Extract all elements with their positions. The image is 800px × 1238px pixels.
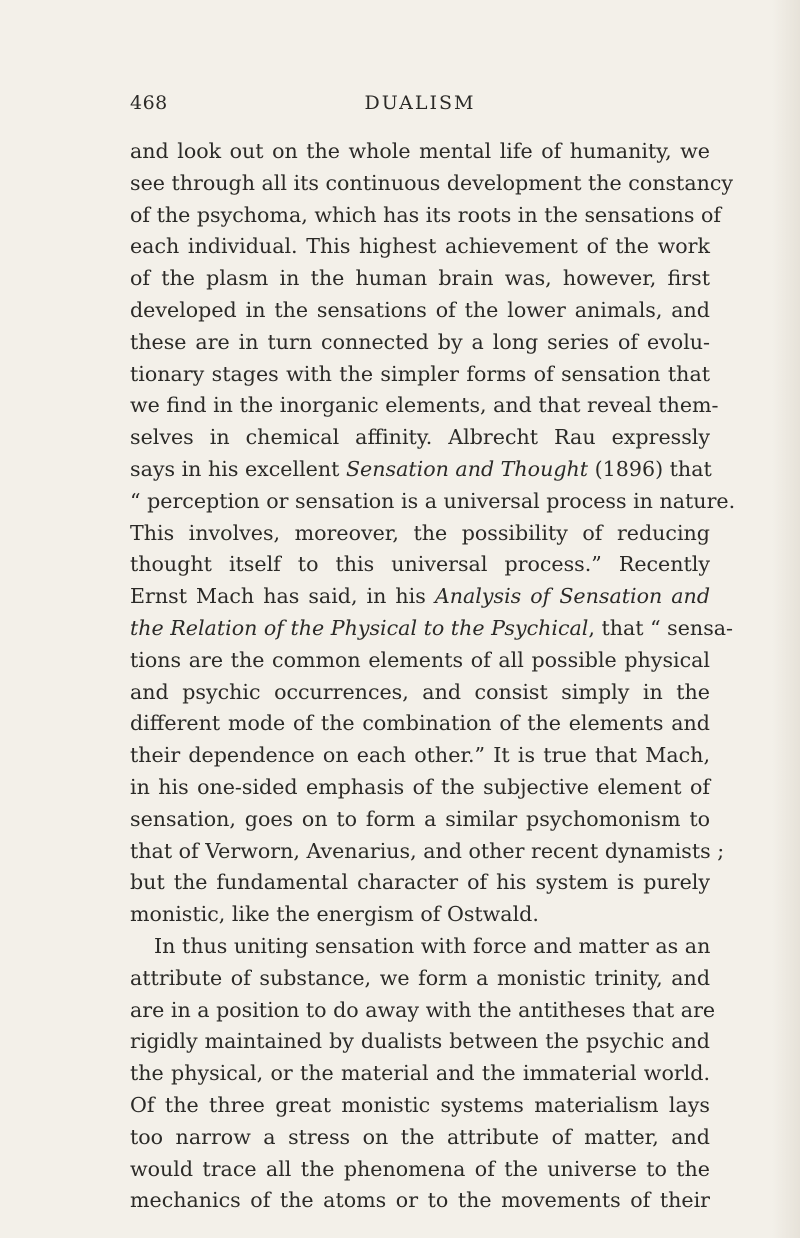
text-line — [130, 1026, 710, 1058]
text-line — [130, 295, 710, 327]
text-line — [130, 327, 710, 359]
italic-title: Analysis of Sensation and — [434, 584, 710, 609]
text-line — [130, 486, 736, 518]
text-line — [130, 422, 710, 454]
text-run: and psychic occurrences, and consist simply in the — [130, 679, 710, 704]
text-run: and look out on the whole mental life of humanity, we — [130, 139, 710, 163]
text-line — [130, 136, 710, 168]
text-run: tions are the common elements of all possible physical — [130, 647, 710, 672]
text-run: sensation, goes on to form a similar psychomonism to — [130, 806, 710, 831]
text-line — [130, 359, 710, 391]
text-line — [130, 677, 710, 709]
text-line — [130, 836, 725, 868]
text-run: we find in the inorganic elements, and that reveal them- — [130, 393, 719, 418]
text-run: In thus uniting sensation with force and matter as an — [154, 933, 711, 958]
text-run: would trace all the phenomena of the universe to the — [130, 1156, 710, 1181]
text-run: the physical, or the material and the immaterial world. — [130, 1061, 710, 1086]
text-line — [130, 168, 734, 200]
text-run: Of the three great monistic systems materialism lays — [130, 1092, 710, 1117]
text-line — [130, 867, 710, 899]
text-run: developed in the sensations of the lower animals, and — [130, 297, 710, 322]
text-run: of the plasm in the human brain was, however, first — [130, 266, 710, 291]
text-line — [130, 772, 710, 804]
text-run: This involves, moreover, the possibility of reducing — [130, 520, 710, 545]
text-run: different mode of the combination of the elements and — [130, 711, 710, 736]
text-run: in his one-sided emphasis of the subjective element of — [130, 774, 710, 799]
body-text — [130, 136, 736, 1217]
text-run: , that “ sensa- — [588, 615, 734, 640]
text-run: (1896) that — [588, 456, 712, 481]
page-header — [130, 92, 710, 120]
text-line — [130, 740, 710, 772]
text-line — [130, 804, 710, 836]
text-run: see through all its continuous development the constancy — [130, 170, 734, 195]
text-run: selves in chemical affinity. Albrecht Rau expressly — [130, 425, 710, 450]
text-line — [130, 963, 710, 995]
text-line — [130, 549, 710, 581]
text-run: rigidly maintained by dualists between the psychic and — [130, 1029, 710, 1054]
text-line — [130, 708, 710, 740]
italic-title: Sensation and Thought — [345, 456, 589, 481]
text-line — [130, 645, 710, 677]
page-number: 468 — [130, 92, 168, 114]
text-run: these are in turn connected by a long series of evolu- — [130, 329, 710, 354]
text-line — [130, 1058, 710, 1090]
text-run: are in a position to do away with the antitheses that are — [130, 997, 716, 1022]
text-run: Ernst Mach has said, in his — [130, 584, 435, 609]
text-line — [130, 518, 710, 550]
text-run: each individual. This highest achievement of the work — [130, 234, 710, 259]
text-run: monistic, like the energism of Ostwald. — [130, 902, 539, 927]
text-line — [130, 1122, 710, 1154]
text-run: of the psychoma, which has its roots in the sensations of — [130, 202, 721, 227]
text-run: mechanics of the atoms or to the movements of their — [130, 1188, 710, 1213]
text-run: tionary stages with the simpler forms of sensation that — [130, 361, 710, 386]
text-line — [130, 1090, 710, 1122]
text-line — [130, 1154, 710, 1186]
text-run: their dependence on each other.” It is true that Mach, — [130, 743, 710, 768]
page-edge-shadow — [772, 0, 800, 1238]
text-run: but the fundamental character of his system is purely — [130, 870, 710, 895]
text-run: says in his excellent — [130, 456, 346, 481]
italic-title: the Relation of the Physical to the Psychical — [130, 615, 589, 640]
running-head: DUALISM — [364, 92, 476, 114]
text-line — [130, 390, 719, 422]
text-line — [130, 263, 710, 295]
text-run: too narrow a stress on the attribute of matter, and — [130, 1124, 710, 1149]
text-run: that of Verworn, Avenarius, and other recent dynamists ; — [130, 838, 725, 863]
text-line — [130, 613, 734, 645]
text-line — [130, 231, 710, 263]
text-run: “ perception or sensation is a universal process in nature. — [130, 488, 736, 513]
text-line — [130, 454, 710, 486]
text-line — [130, 995, 716, 1027]
text-line — [130, 200, 721, 232]
text-run: thought itself to this universal process.” Recently — [130, 552, 710, 577]
text-line — [130, 1185, 710, 1217]
text-run: attribute of substance, we form a monistic trinity, and — [130, 965, 710, 990]
text-line — [130, 581, 710, 613]
text-line — [130, 931, 710, 963]
text-line — [130, 899, 710, 931]
